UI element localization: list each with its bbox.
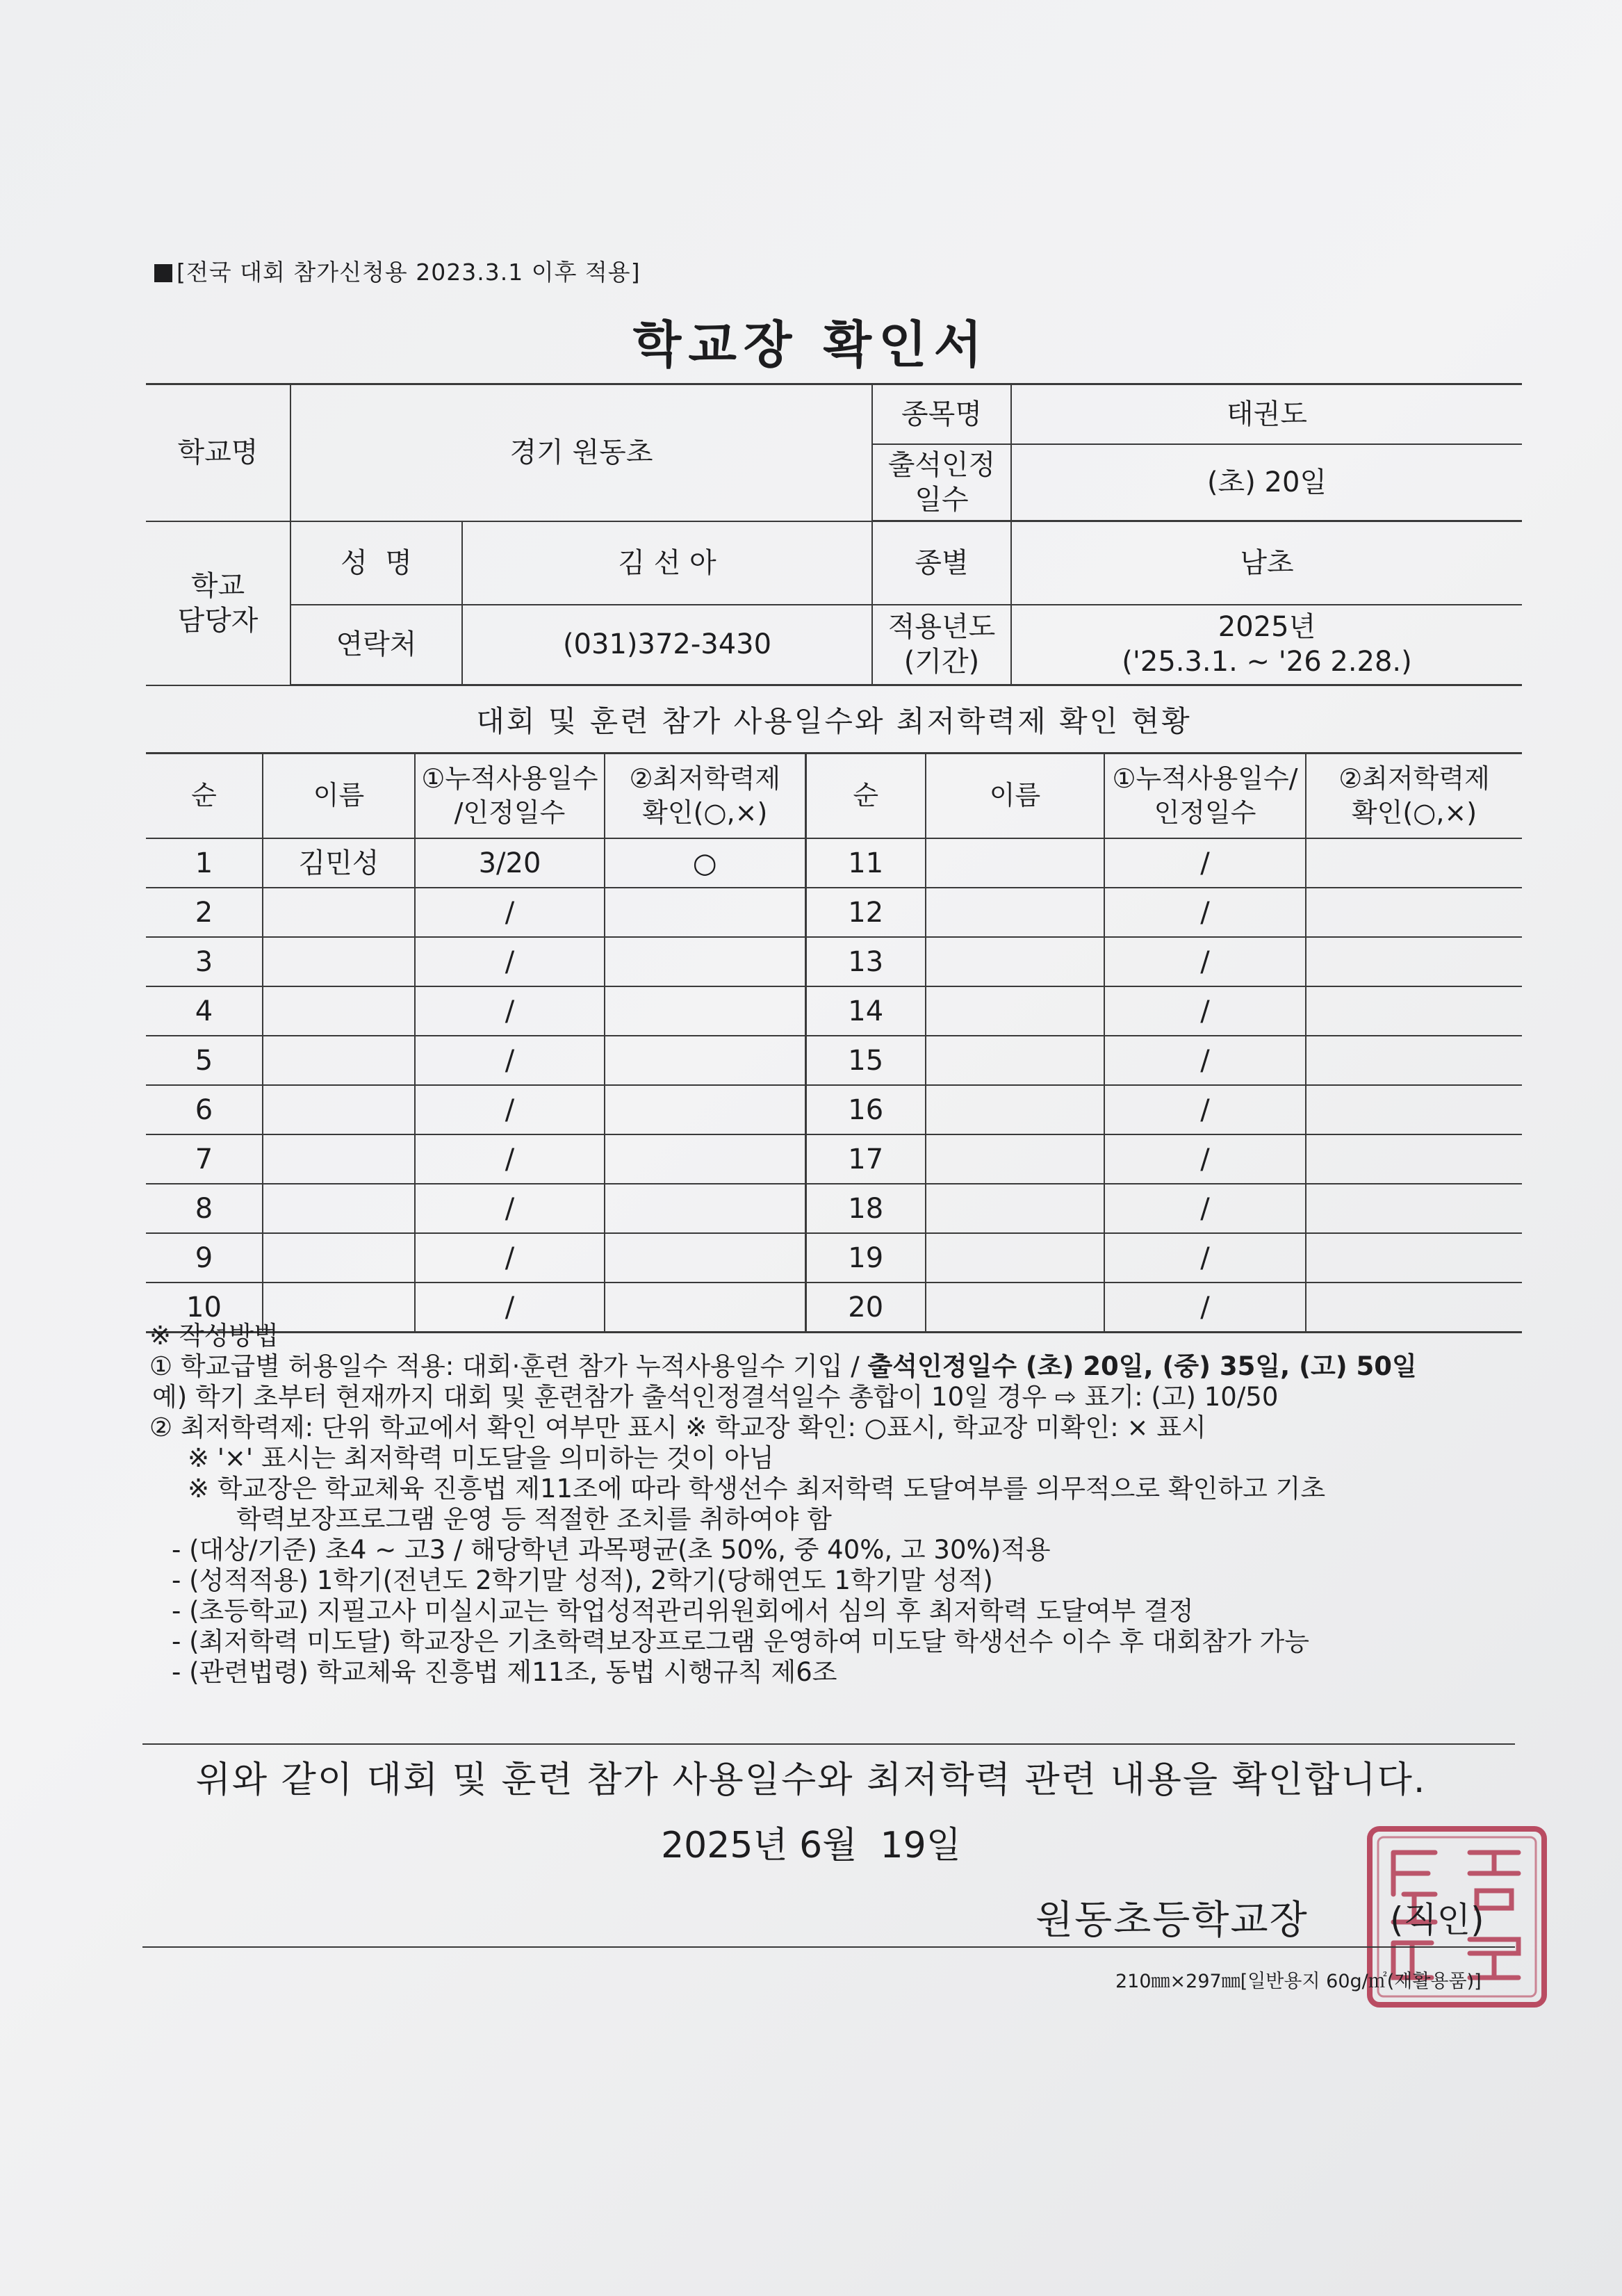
row-days-2: / xyxy=(1104,1283,1306,1333)
row-name-2 xyxy=(926,1233,1104,1283)
row-name-2 xyxy=(926,1184,1104,1233)
row-name-2 xyxy=(926,888,1104,937)
row-days: 3/20 xyxy=(415,838,605,888)
row-days-2: / xyxy=(1104,1085,1306,1134)
row-days: / xyxy=(415,1134,605,1184)
table-row xyxy=(146,838,1522,888)
manager-label xyxy=(146,521,290,685)
table-header-row xyxy=(146,754,1522,839)
row-name xyxy=(263,1085,415,1134)
row-name-2 xyxy=(926,1085,1104,1134)
header-check-2-line2: 확인(○,×) xyxy=(1351,797,1477,828)
header-days-2 xyxy=(1104,754,1306,839)
row-no-2: 11 xyxy=(805,838,926,888)
table-row xyxy=(146,888,1522,937)
detail-5: - (관련법령) 학교체육 진흥법 제11조, 동법 시행규칙 제6조 xyxy=(172,1657,837,1687)
header-days-2-line1: ①누적사용일수/ xyxy=(1112,763,1298,794)
row-days: / xyxy=(415,1184,605,1233)
year-label-line2: (기간) xyxy=(903,646,980,678)
row-name-2 xyxy=(926,1134,1104,1184)
table-row xyxy=(146,1134,1522,1184)
header-days-line2: /인정일수 xyxy=(454,797,566,828)
note-2-b1: ※ 학교장은 학교체육 진흥법 제11조에 따라 학생선수 최저학력 도달여부를 의무적으로 확인하고 기초 xyxy=(188,1474,1326,1504)
row-days: / xyxy=(415,1233,605,1283)
form-tag xyxy=(154,254,641,287)
detail-4: - (최저학력 미도달) 학교장은 기초학력보장프로그램 운영하여 미도달 학생선수 이수 후 대회참가 가능 xyxy=(172,1627,1310,1656)
year-label-line1: 적용년도 xyxy=(887,611,996,644)
header-no: 순 xyxy=(146,754,263,839)
row-name xyxy=(263,888,415,937)
row-no: 3 xyxy=(146,937,263,986)
row-no: 8 xyxy=(146,1184,263,1233)
row-check-2 xyxy=(1306,1233,1522,1283)
confirmation-statement: 위와 같이 대회 및 훈련 참가 사용일수와 최저학력 관련 내용을 확인합니다. xyxy=(195,1759,1427,1801)
note-1-bold: 출석인정일수 (초) 20일, (중) 35일, (고) 50일 xyxy=(867,1351,1417,1381)
event-value: 태권도 xyxy=(1011,384,1522,444)
row-name-2 xyxy=(926,937,1104,986)
row-no: 6 xyxy=(146,1085,263,1134)
row-no: 1 xyxy=(146,838,263,888)
gender-label: 종별 xyxy=(872,521,1011,605)
row-no-2: 19 xyxy=(805,1233,926,1283)
row-name xyxy=(263,1036,415,1085)
note-1-text: ① 학교급별 허용일수 적용: 대회·훈련 참가 누적사용일수 기입 / xyxy=(149,1351,868,1381)
row-days: / xyxy=(415,1036,605,1085)
instructions xyxy=(149,1321,1525,1688)
document-title: 학교장 확인서 xyxy=(632,316,990,374)
row-check-2 xyxy=(1306,1184,1522,1233)
seal-label: (직인) xyxy=(1390,1900,1484,1940)
header-check-line1: ②최저학력제 xyxy=(629,763,781,794)
row-days: / xyxy=(415,1283,605,1333)
header-check xyxy=(605,754,805,839)
attendance-label xyxy=(872,444,1011,521)
header-name-2: 이름 xyxy=(926,754,1104,839)
attendance-value: (초) 20일 xyxy=(1011,444,1522,521)
contact-value: (031)372-3430 xyxy=(462,605,872,685)
table-row xyxy=(146,1036,1522,1085)
instructions-heading: ※ 작성방법 xyxy=(149,1321,279,1351)
info-table xyxy=(146,383,1522,686)
row-name: 김민성 xyxy=(263,838,415,888)
row-check-2 xyxy=(1306,1036,1522,1085)
header-check-line2: 확인(○,×) xyxy=(642,797,768,828)
note-2-b2: 학력보장프로그램 운영 등 적절한 조치를 취하여야 함 xyxy=(236,1504,832,1534)
row-check xyxy=(605,937,805,986)
row-days-2: / xyxy=(1104,937,1306,986)
row-days: / xyxy=(415,888,605,937)
signer-title: 원동초등학교장 xyxy=(1035,1898,1309,1943)
row-check-2 xyxy=(1306,838,1522,888)
row-days-2: / xyxy=(1104,1036,1306,1085)
row-check xyxy=(605,986,805,1036)
row-check-2 xyxy=(1306,937,1522,986)
row-name xyxy=(263,1184,415,1233)
row-check xyxy=(605,888,805,937)
row-check xyxy=(605,1134,805,1184)
row-name-2 xyxy=(926,838,1104,888)
table-row xyxy=(146,937,1522,986)
note-1-example: 예) 학기 초부터 현재까지 대회 및 훈련참가 출석인정결석일수 총합이 10일 경우 ⇨ 표기: (고) 10/50 xyxy=(152,1382,1279,1412)
row-name xyxy=(263,937,415,986)
form-tag-text: [전국 대회 참가신청용 2023.3.1 이후 적용] xyxy=(177,259,641,286)
row-no-2: 14 xyxy=(805,986,926,1036)
row-check-2 xyxy=(1306,986,1522,1036)
row-no-2: 20 xyxy=(805,1283,926,1333)
row-name xyxy=(263,986,415,1036)
row-days-2: / xyxy=(1104,1233,1306,1283)
header-days-2-line2: 인정일수 xyxy=(1154,797,1256,828)
row-check xyxy=(605,1233,805,1283)
year-value-line2: ('25.3.1. ~ '26 2.28.) xyxy=(1122,646,1412,678)
row-no: 10 xyxy=(146,1283,263,1333)
header-days-line1: ①누적사용일수 xyxy=(421,763,598,794)
header-check-2 xyxy=(1306,754,1522,839)
name-value: 김 선 아 xyxy=(462,521,872,605)
year-label xyxy=(872,605,1011,685)
row-days: / xyxy=(415,937,605,986)
gender-value: 남초 xyxy=(1011,521,1522,605)
row-no: 4 xyxy=(146,986,263,1036)
row-check-2 xyxy=(1306,1134,1522,1184)
issue-date: 2025년 6월 19일 xyxy=(661,1825,961,1866)
header-check-2-line1: ②최저학력제 xyxy=(1338,763,1490,794)
row-days-2: / xyxy=(1104,986,1306,1036)
row-name xyxy=(263,1233,415,1283)
row-no: 7 xyxy=(146,1134,263,1184)
section-title: 대회 및 훈련 참가 사용일수와 최저학력제 확인 현황 xyxy=(476,704,1192,738)
row-days: / xyxy=(415,986,605,1036)
manager-label-line1: 학교 xyxy=(190,569,245,602)
row-check: ○ xyxy=(605,838,805,888)
row-check-2 xyxy=(1306,888,1522,937)
school-label: 학교명 xyxy=(146,384,290,521)
event-label: 종목명 xyxy=(872,384,1011,444)
row-no: 5 xyxy=(146,1036,263,1085)
participation-table xyxy=(146,752,1522,1333)
header-no-2: 순 xyxy=(805,754,926,839)
table-row xyxy=(146,1233,1522,1283)
attendance-label-line2: 일수 xyxy=(915,483,969,516)
row-days-2: / xyxy=(1104,1134,1306,1184)
row-check xyxy=(605,1184,805,1233)
attendance-label-line1: 출석인정 xyxy=(887,448,996,481)
row-name xyxy=(263,1134,415,1184)
manager-label-line2: 담당자 xyxy=(177,604,259,637)
row-no-2: 17 xyxy=(805,1134,926,1184)
row-name-2 xyxy=(926,1036,1104,1085)
row-no-2: 16 xyxy=(805,1085,926,1134)
school-value: 경기 원동초 xyxy=(290,384,872,521)
name-label: 성 명 xyxy=(290,521,462,605)
year-value-line1: 2025년 xyxy=(1218,611,1316,644)
header-days xyxy=(415,754,605,839)
bottom-divider xyxy=(142,1946,1515,1948)
square-bullet-icon xyxy=(154,264,172,282)
row-days-2: / xyxy=(1104,888,1306,937)
row-no-2: 15 xyxy=(805,1036,926,1085)
row-days-2: / xyxy=(1104,1184,1306,1233)
row-no-2: 18 xyxy=(805,1184,926,1233)
row-check xyxy=(605,1036,805,1085)
year-value xyxy=(1011,605,1522,685)
table-row xyxy=(146,986,1522,1036)
row-no: 2 xyxy=(146,888,263,937)
note-1 xyxy=(149,1351,1525,1382)
row-days-2: / xyxy=(1104,838,1306,888)
note-2: ② 최저학력제: 단위 학교에서 확인 여부만 표시 ※ 학교장 확인: ○표시, 학교장 미확인: × 표시 xyxy=(149,1412,1206,1442)
row-name-2 xyxy=(926,986,1104,1036)
detail-3: - (초등학교) 지필고사 미실시교는 학업성적관리위원회에서 심의 후 최저학력 도달여부 결정 xyxy=(172,1596,1194,1626)
paper-spec: 210㎜×297㎜[일반용지 60g/㎡(재활용품)] xyxy=(1115,1971,1482,1992)
divider xyxy=(142,1743,1515,1745)
table-row xyxy=(146,1085,1522,1134)
row-no-2: 13 xyxy=(805,937,926,986)
row-check-2 xyxy=(1306,1085,1522,1134)
contact-label: 연락처 xyxy=(290,605,462,685)
table-row xyxy=(146,1184,1522,1233)
detail-2: - (성적적용) 1학기(전년도 2학기말 성적), 2학기(당해연도 1학기말 성적) xyxy=(172,1565,993,1595)
row-days: / xyxy=(415,1085,605,1134)
row-no: 9 xyxy=(146,1233,263,1283)
row-check xyxy=(605,1085,805,1134)
row-no-2: 12 xyxy=(805,888,926,937)
header-name: 이름 xyxy=(263,754,415,839)
detail-1: - (대상/기준) 초4 ~ 고3 / 해당학년 과목평균(초 50%, 중 40%, 고 30%)적용 xyxy=(172,1535,1051,1565)
note-2-a: ※ '×' 표시는 최저학력 미도달을 의미하는 것이 아님 xyxy=(188,1443,774,1473)
